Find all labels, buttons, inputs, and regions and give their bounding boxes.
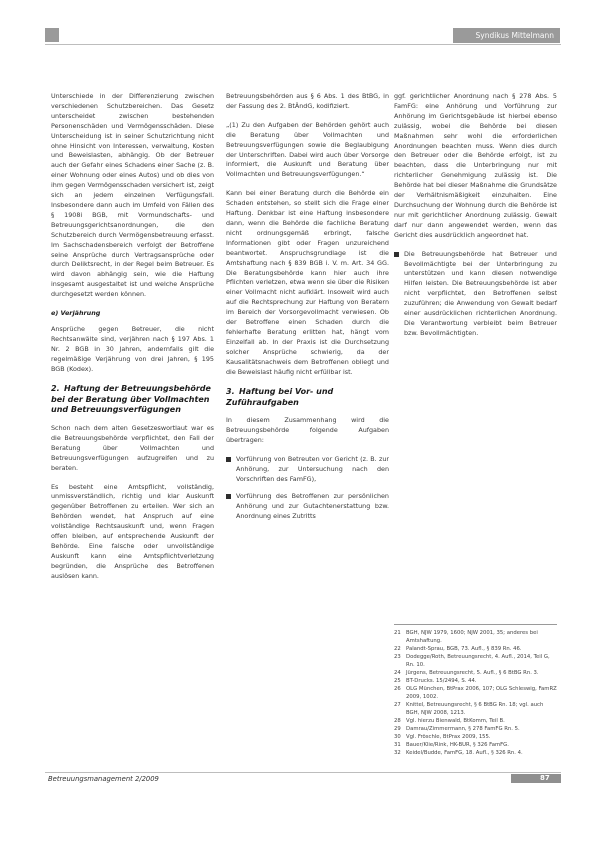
footnote-number: 22 — [394, 646, 401, 652]
footnote — [394, 733, 557, 741]
section-label: Syndikus Mittelmann — [453, 28, 560, 43]
footnote-text: Knittel, Betreuungsrecht, § 6 BtBG Rn. 18; vgl. auch BGH, NJW 2008, 1213. — [406, 702, 544, 716]
footnote-text: BT-Drucks. 15/2494, S. 44. — [406, 678, 477, 684]
subheading-verjaehrung: e) Verjährung — [51, 309, 101, 318]
footnote-text: Keidel/Budde, FamFG, 18. Aufl., § 326 Rn. 4. — [406, 750, 523, 756]
footnote — [394, 653, 557, 669]
footnote — [394, 741, 557, 749]
page-number-bar — [511, 774, 561, 783]
page-number: 87 — [540, 774, 550, 782]
journal-title: Betreuungsmanagement 2/2009 — [48, 775, 159, 783]
footnote-number: 26 — [394, 686, 401, 692]
section-number: 2. — [51, 384, 60, 394]
footnote-text: Dodegge/Roth, Betreuungsrecht, 4. Aufl., 2014, Teil G, Rn. 10. — [406, 654, 550, 668]
paragraph: In diesem Zusammenhang wird die Betreuungsbehörde folgende Aufgaben übertragen: — [226, 416, 389, 445]
footnote-number: 21 — [394, 630, 401, 636]
footnote — [394, 749, 557, 757]
footnote-number: 31 — [394, 742, 401, 748]
section-heading-2 — [51, 384, 214, 416]
paragraph: Unterschiede in der Differenzierung zwischen verschiedenen Schutzbereichen. Das Gesetz unterscheidet zwischen bestehenden Personenschäden und Vermögensschäden. Diese Unterscheidung ist in seiner Schutzrichtung nicht ohne Hinsicht von Interessen, verwaltung, Kosten und Beweislasten, abhängig. Ob der Betreuer auch der Gefahr eines Schadens einer Sache (z. B. einer Wohnung oder eines Autos) und ob dies von ihm gegen Vermögensschaden versichert ist, zeigt sich an jedem einzelnen Verfügungsfall. Insbesondere dann auch im Umfeld von Fällen des § 1908i BGB, mit Vormundschafts- und Betreuungsgerichtsanordnungen, die den Schutzbereich durch Vermögensbetreuung erfasst. Im Sachschadensbereich verfolgt der Betroffene seine Ansprüche durch Vertragsansprüche oder durch Deliktsrecht, in der Regel beim Betreuer. Es wird davon abhängig sein, wie die Haftung insgesamt ausgestaltet ist und welche Ansprüche durchgesetzt werden können. — [51, 92, 214, 299]
footnote — [394, 701, 557, 717]
footnote — [394, 677, 557, 685]
footnote-number: 32 — [394, 750, 401, 756]
paragraph: Betreuungsbehörden aus § 6 Abs. 1 des BtBG, in der Fassung des 2. BtÄndG, kodifiziert. — [226, 92, 389, 110]
footnote — [394, 669, 557, 677]
footnote-number: 30 — [394, 734, 401, 740]
paragraph: ggf. gerichtlicher Anordnung nach § 278 Abs. 5 FamFG: eine Anhörung und Vorführung zur Anhörung im Gerichtsgebäude ist hierbei ebenso zulässig, wobei die Behörde bei diesen Maßnahmen sehr wohl die erforderlichen Anordnungen beachten muss. Wenn dies durch den Betreuer oder die Behörde erfolgt, ist zu beachten, dass die Unterbringung nur mit richterlicher Genehmigung zulässig ist. Die Behörde hat bei dieser Maßnahme die Grundsätze der Verhältnismäßigkeit einzuhalten. Eine Durchsuchung der Wohnung durch die Behörde ist nur mit gerichtlicher Anordnung zulässig. Gewalt darf nur dann angewendet werden, wenn das Gericht dies ausdrücklich angeordnet hat. — [394, 92, 557, 239]
footnote — [394, 717, 557, 725]
footnote-text: Palandt-Sprau, BGB, 73. Aufl., § 839 Rn. 46. — [406, 646, 522, 652]
footnote-text: Vgl. hierzu Bienwald, BtKomm, Teil B. — [406, 718, 505, 724]
paragraph: Ansprüche gegen Betreuer, die nicht Rechtsanwälte sind, verjähren nach § 197 Abs. 1 Nr. 2 BGB in 30 Jahren, andernfalls gilt die regelmäßige Verjährung von drei Jahren, § 195 BGB (Kodex). — [51, 324, 214, 373]
footnote-text: OLG München, BtPrax 2006, 107; OLG Schleswig, FamRZ 2009, 1002. — [406, 686, 557, 700]
footnote — [394, 645, 557, 653]
footnote-text: Damrau/Zimmermann, § 278 FamFG Rn. 5. — [406, 726, 520, 732]
list-item: Vorführung des Betroffenen zur persönlichen Anhörung und zur Gutachtenerstattung bzw. Anordnung eines Zutritts — [226, 492, 389, 522]
section-number: 3. — [226, 387, 235, 397]
footnote-text: BGH, NJW 1979, 1600; NJW 2001, 35; anderes bei Amtshaftung. — [406, 630, 538, 644]
paragraph: Es besteht eine Amtspflicht, vollständig, unmissverständlich, richtig und klar Auskunft gegenüber Betroffenen zu erteilen. Wer sich an Behörden wendet, hat Anspruch auf eine vollständige Rechtsauskunft und, wenn Fragen offen bleiben, auf entsprechende Auskunft der Behörde. Eine falsche oder unvollständige Auskunft kann eine Amtspflichtverletzung begründen, die Ansprüche des Betroffenen auslösen kann. — [51, 482, 214, 580]
text-column-3 — [394, 92, 557, 346]
footnote-number: 29 — [394, 726, 401, 732]
footnote-number: 25 — [394, 678, 401, 684]
bullet-list — [394, 250, 557, 339]
footnote-number: 24 — [394, 670, 401, 676]
footnote-text: Vgl. Fröschle, BtPrax 2009, 155. — [406, 734, 491, 740]
bullet-list — [226, 455, 389, 521]
paragraph: Schon nach dem alten Gesetzeswortlaut war es die Betreuungsbehörde verpflichtet, den Fall der Beratung über Vollmachten und Betreuungsverfügungen aufzugreifen und zu beraten. — [51, 423, 214, 472]
footnote-rule — [394, 624, 557, 625]
footnote-number: 27 — [394, 702, 401, 708]
section-title: Haftung der Betreuungsbehörde bei der Beratung über Vollmachten und Betreuungsverfügungen — [51, 384, 211, 415]
footnote-number: 23 — [394, 654, 401, 660]
footnote — [394, 629, 557, 645]
quote-paragraph: „(1) Zu den Aufgaben der Behörden gehört auch die Beratung über Vollmachten und Betreuungsverfügungen sowie die Beglaubigung der Unterschriften. Dabei wird auch über Vorsorge informiert, die Auskunft und Beratung über Vollmachten und Betreuungsverfügungen.“ — [226, 120, 389, 179]
section-heading-3 — [226, 387, 389, 408]
footnotes — [394, 629, 557, 757]
header-rule — [45, 44, 561, 45]
section-title: Haftung bei Vor- und Zuführaufgaben — [226, 387, 334, 407]
footer-rule — [45, 772, 561, 773]
paragraph: Kann bei einer Beratung durch die Behörde ein Schaden entstehen, so stellt sich die Frage einer Haftung. Denkbar ist eine Haftung insbesondere dann, wenn die Behörde die fachliche Beratung nicht ordnungsgemäß erbringt, falsche Informationen gibt oder Fragen unzureichend beantwortet. Anspruchsgrundlage ist die Amtshaftung nach § 839 BGB i. V. m. Art. 34 GG. Die Beratungsbehörde kann hier auch ihre Pflichten verletzen, etwa wenn sie über die Risiken einer Vollmacht nicht aufklärt. Insoweit wird auch auf die Rechtsprechung zur Haftung von Beratern im Bereich der Vorsorgevollmacht verwiesen. Ob der Betroffene einen Schaden durch die fehlerhafte Beratung erlitten hat, hängt vom Einzelfall ab. In der Praxis ist die Durchsetzung solcher Ansprüche schwierig, da der Kausalitätsnachweis dem Betroffenen obliegt und die Beweislast häufig nicht erfüllbar ist. — [226, 189, 389, 376]
text-column-1 — [51, 92, 214, 591]
list-item: Vorführung von Betreuten vor Gericht (z. B. zur Anhörung, zur Untersuchung nach den Vorschriften des FamFG), — [226, 455, 389, 485]
footnote — [394, 725, 557, 733]
text-column-2 — [226, 92, 389, 529]
header-corner-mark — [45, 28, 59, 42]
footnote-number: 28 — [394, 718, 401, 724]
footnote-text: Jürgens, Betreuungsrecht, 5. Aufl., § 6 BtBG Rn. 3. — [406, 670, 539, 676]
footnote-text: Bauer/Klie/Rink, HK-BUR, § 326 FamFG. — [406, 742, 509, 748]
list-item: Die Betreuungsbehörde hat Betreuer und Bevollmächtigte bei der Unterbringung zu unterstützen und kann diesen notwendige Hilfen leisten. Die Betreuungsbehörde ist aber nicht verpflichtet, den Betroffenen selbst zuzuführen; die Anwendung von Gewalt bedarf einer ausdrücklichen richterlichen Anordnung. Die Verantwortung verbleibt beim Betreuer bzw. Bevollmächtigten. — [394, 250, 557, 339]
footnote — [394, 685, 557, 701]
